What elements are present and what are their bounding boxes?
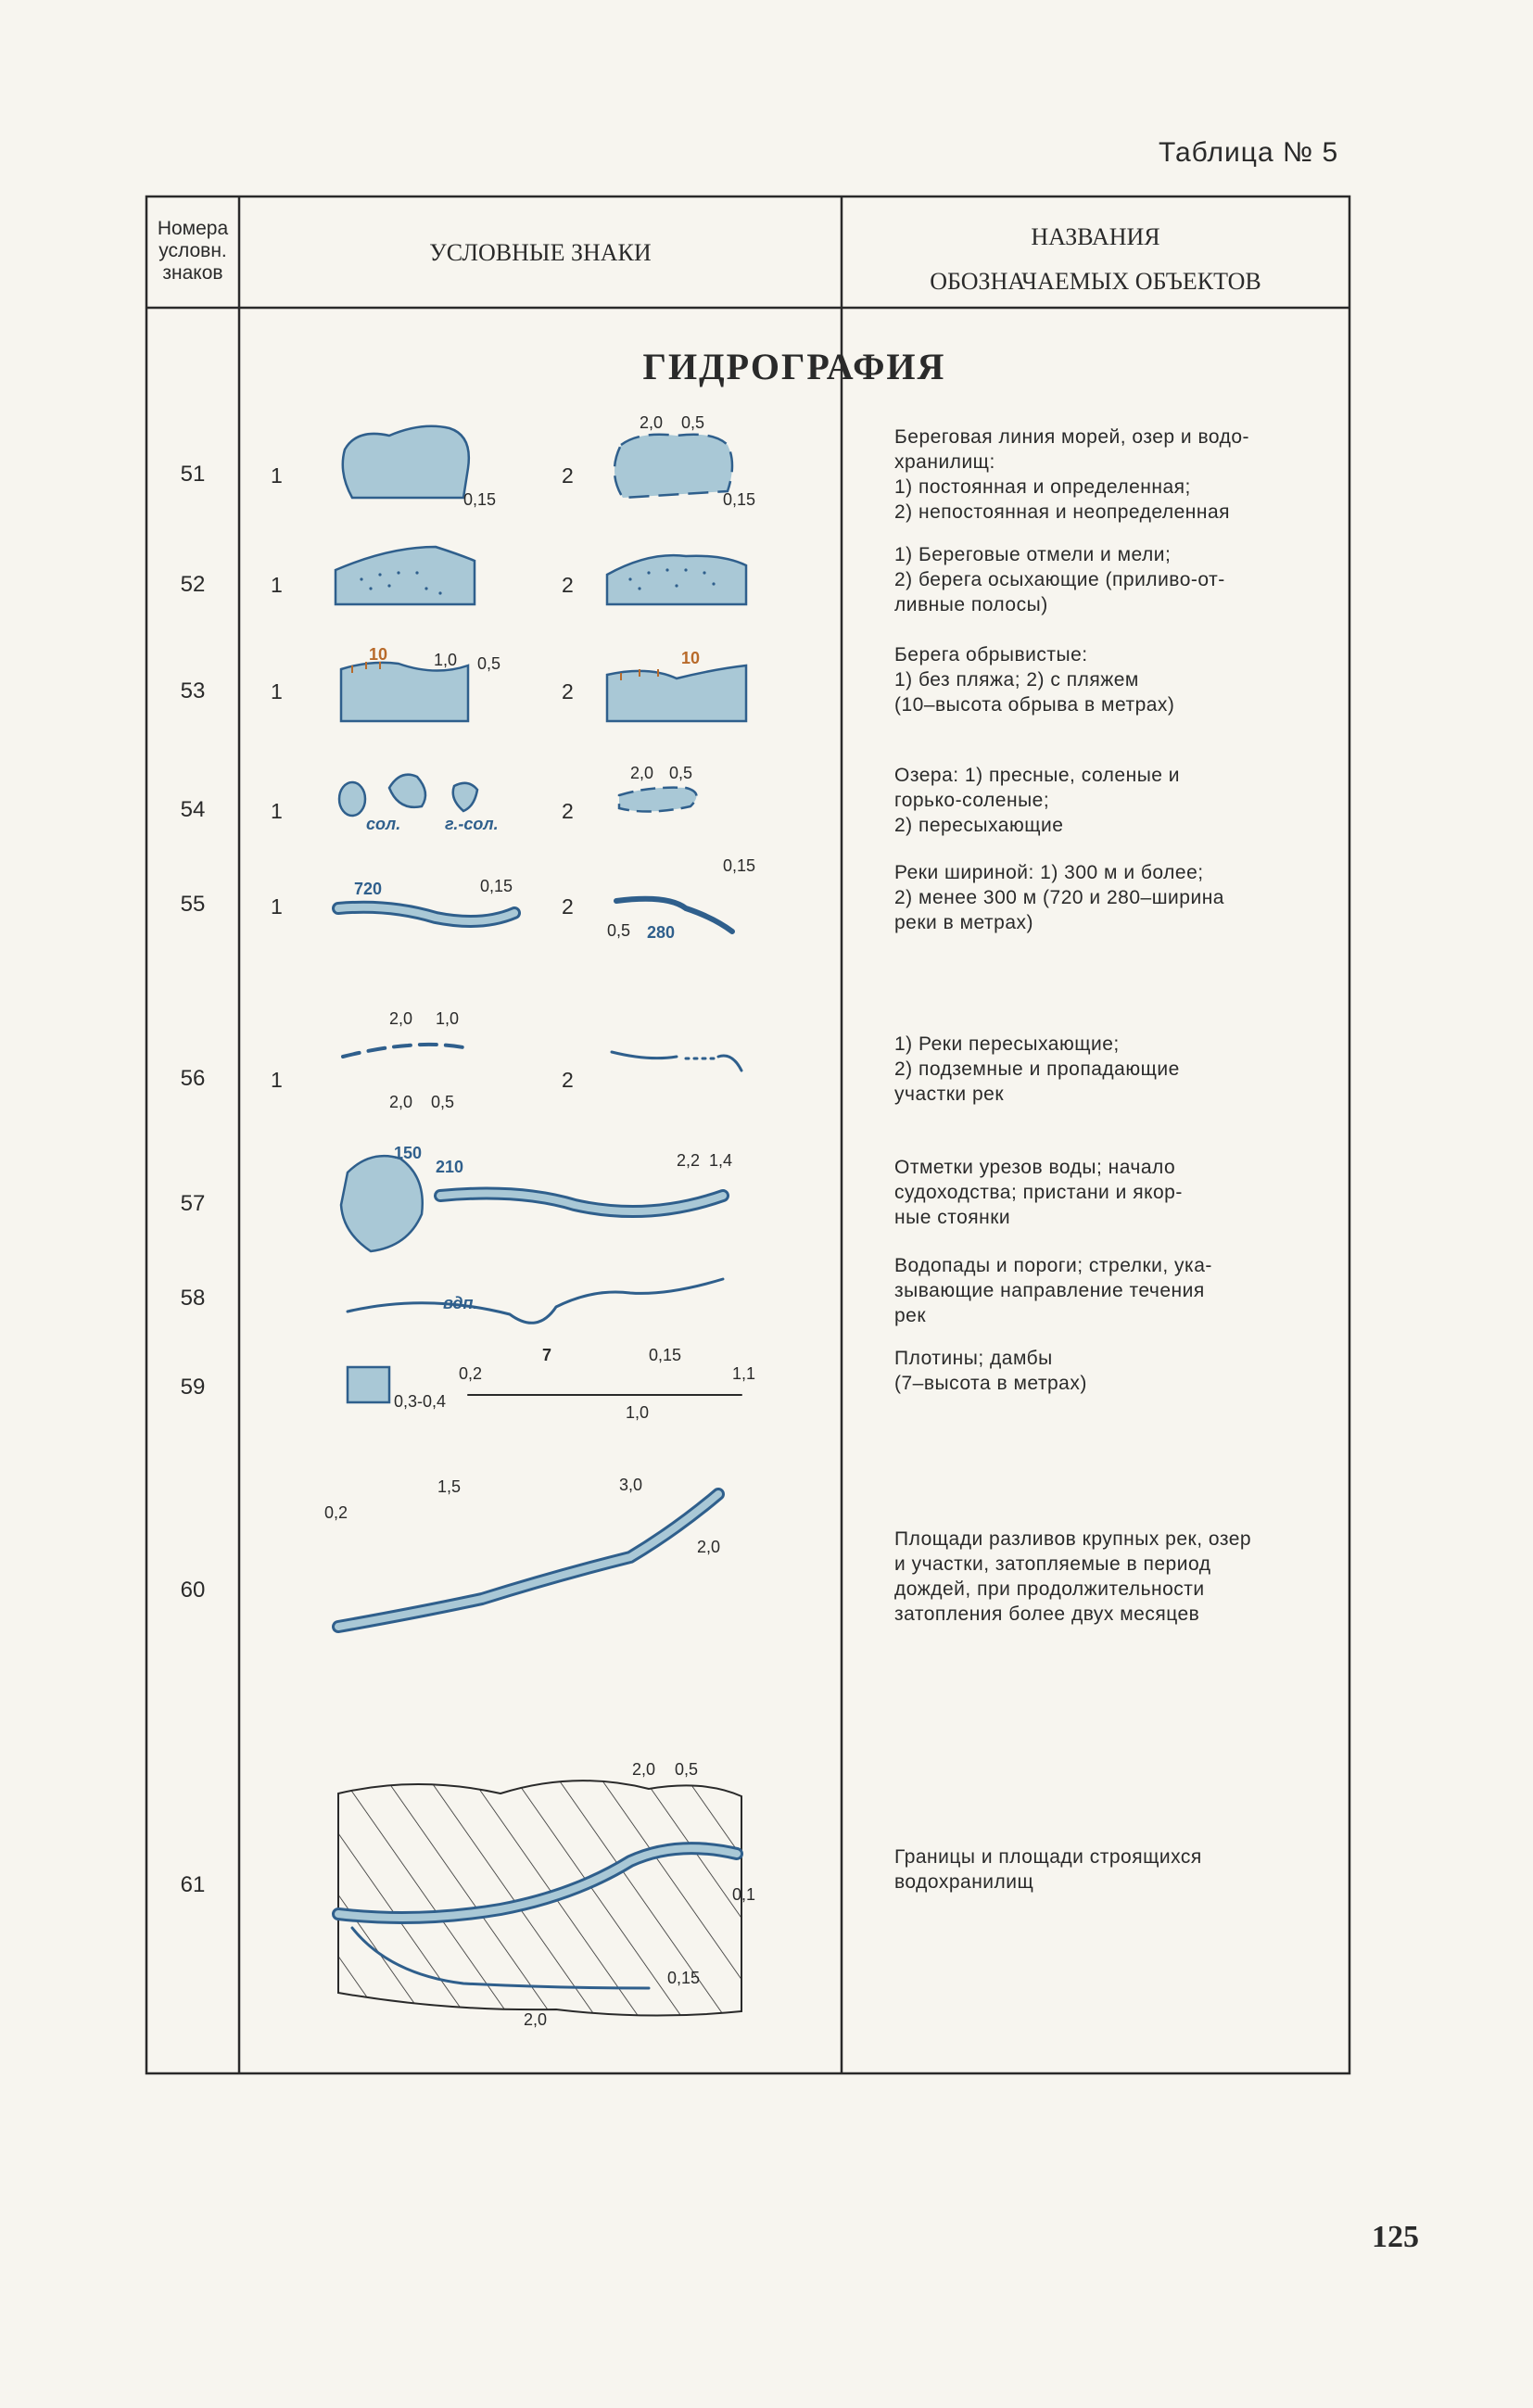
sign-label: 0,15: [723, 856, 756, 875]
section-title: ГИДРОГРАФИЯ: [642, 346, 946, 387]
sign-label: 0,15: [723, 490, 756, 509]
sign-label: 0,5: [675, 1760, 699, 1779]
header-signs: УСЛОВНЫЕ ЗНАКИ: [429, 239, 652, 266]
flood-river: [338, 1494, 721, 1627]
description-line: судоходства; пристани и якор-: [894, 1182, 1183, 1203]
sign-label: 210: [436, 1158, 464, 1176]
header-names-line: ОБОЗНАЧАЕМЫХ ОБЪЕКТОВ: [930, 268, 1261, 295]
description-line: 1) Реки пересыхающие;: [894, 1033, 1120, 1055]
dam-block: [348, 1367, 389, 1402]
description-line: и участки, затопляемые в период: [894, 1553, 1211, 1575]
lake-shape: [343, 426, 469, 498]
river-underground: [612, 1052, 677, 1058]
variant-number: 1: [271, 573, 283, 597]
row-number: 58: [180, 1286, 206, 1311]
description-line: Отметки урезов воды; начало: [894, 1157, 1176, 1178]
sign-label: 0,2: [459, 1364, 483, 1383]
sign-label: 0,5: [669, 764, 693, 782]
lake-shape: [453, 783, 477, 811]
header-names-line: НАЗВАНИЯ: [1031, 223, 1160, 250]
sign-label: вдп.: [443, 1294, 478, 1312]
sign-label: 1,0: [436, 1009, 460, 1028]
sign-label: 2,0: [632, 1760, 656, 1779]
sign-label: 0,5: [477, 654, 501, 673]
sign-label: 2,0: [524, 2010, 548, 2029]
variant-number: 2: [562, 1068, 574, 1092]
sign-label: 2,2: [677, 1151, 701, 1170]
description-line: дождей, при продолжительности: [894, 1578, 1205, 1600]
sign-label: 150: [394, 1144, 423, 1162]
variant-number: 1: [271, 1068, 283, 1092]
sign-label: 1,5: [437, 1477, 462, 1496]
cliff-shore: [341, 663, 468, 721]
sign-label: 2,0: [640, 413, 664, 432]
header-numbers-line: знаков: [162, 262, 223, 284]
description-line: рек: [894, 1305, 927, 1326]
sign-label: 0,5: [431, 1093, 455, 1111]
row-number: 52: [180, 572, 206, 597]
description-line: 2) менее 300 м (720 и 280–ширина: [894, 887, 1224, 908]
variant-number: 2: [562, 799, 574, 823]
flood-river: [338, 1494, 721, 1627]
description-line: 2) пересыхающие: [894, 815, 1064, 836]
sign-label: 0,2: [324, 1503, 348, 1522]
sign-label: 0,5: [681, 413, 705, 432]
sign-label: 720: [354, 880, 383, 898]
description-line: водохранилищ: [894, 1871, 1034, 1893]
description-line: Реки шириной: 1) 300 м и более;: [894, 862, 1204, 883]
row-number: 56: [180, 1066, 206, 1091]
description-line: (10–высота обрыва в метрах): [894, 694, 1175, 716]
sign-label: 3,0: [619, 1476, 643, 1494]
row-number: 55: [180, 892, 206, 917]
description-line: 1) Береговые отмели и мели;: [894, 544, 1172, 565]
river-dry: [343, 1045, 463, 1057]
description-line: Береговая линия морей, озер и водо-: [894, 426, 1250, 448]
sign-label: 0,15: [480, 877, 513, 895]
cliff-shore: [607, 665, 746, 721]
table-caption: Таблица № 5: [1159, 137, 1339, 168]
variant-number: 2: [562, 679, 574, 703]
description-line: Площади разливов крупных рек, озер: [894, 1528, 1252, 1550]
description-line: Озера: 1) пресные, соленые и: [894, 765, 1181, 786]
row-number: 53: [180, 678, 206, 703]
lake-shape: [619, 788, 696, 812]
description-line: ные стоянки: [894, 1207, 1011, 1228]
description-line: реки в метрах): [894, 912, 1033, 933]
sign-label: 2,0: [697, 1538, 721, 1556]
sign-label: 0,15: [649, 1346, 682, 1364]
variant-number: 2: [562, 573, 574, 597]
sign-label: 1,1: [732, 1364, 756, 1383]
row-number: 51: [180, 462, 206, 487]
description-line: 1) постоянная и определенная;: [894, 476, 1191, 498]
sign-label: г.-сол.: [445, 815, 499, 833]
sign-label: 2,0: [389, 1093, 413, 1111]
sign-label: 2,0: [389, 1009, 413, 1028]
variant-number: 1: [271, 799, 283, 823]
lake-shape: [341, 1156, 423, 1251]
lake-shape: [614, 435, 732, 498]
shoal-shape: [607, 555, 746, 604]
description-line: Плотины; дамбы: [894, 1348, 1053, 1369]
description-line: Берега обрывистые:: [894, 644, 1088, 665]
sign-label: 0,3-0,4: [394, 1392, 447, 1411]
sign-label: 10: [369, 645, 388, 664]
description-line: (7–высота в метрах): [894, 1373, 1087, 1394]
description-line: затопления более двух месяцев: [894, 1603, 1200, 1625]
description-line: ливные полосы): [894, 594, 1048, 615]
description-line: Границы и площади строящихся: [894, 1846, 1202, 1868]
lake-shape: [389, 775, 425, 807]
sign-label: 0,15: [667, 1969, 701, 1987]
description-line: хранилищ:: [894, 451, 995, 473]
sign-label: 7: [542, 1346, 552, 1364]
sign-label: 1,4: [709, 1151, 733, 1170]
description-line: участки рек: [894, 1084, 1005, 1105]
variant-number: 1: [271, 463, 283, 488]
sign-label: сол.: [366, 815, 401, 833]
shoal-shape: [336, 547, 475, 604]
description-line: 1) без пляжа; 2) с пляжем: [894, 669, 1139, 691]
description-line: зывающие направление течения: [894, 1280, 1205, 1301]
row-number: 59: [180, 1375, 206, 1400]
page-number: 125: [1372, 2220, 1419, 2254]
variant-number: 2: [562, 463, 574, 488]
variant-number: 2: [562, 894, 574, 919]
sign-label: 1,0: [626, 1403, 650, 1422]
row-number: 57: [180, 1191, 206, 1216]
header-numbers-line: Номера: [157, 218, 229, 239]
lake-shape: [339, 782, 365, 816]
description-line: 2) подземные и пропадающие: [894, 1058, 1180, 1080]
description-line: 2) берега осыхающие (приливо-от-: [894, 569, 1225, 590]
sign-label: 10: [681, 649, 701, 667]
row-number: 61: [180, 1872, 206, 1897]
description-line: Водопады и пороги; стрелки, ука-: [894, 1255, 1212, 1276]
sign-label: 1,0: [434, 651, 458, 669]
variant-number: 1: [271, 679, 283, 703]
sign-label: 0,1: [732, 1885, 756, 1904]
sign-label: 280: [647, 923, 676, 942]
row-number: 54: [180, 797, 206, 822]
description-line: горько-соленые;: [894, 790, 1050, 811]
sign-label: 0,15: [463, 490, 497, 509]
sign-label: 0,5: [607, 921, 631, 940]
description-line: 2) непостоянная и неопределенная: [894, 501, 1231, 523]
variant-number: 1: [271, 894, 283, 919]
row-number: 60: [180, 1578, 206, 1603]
river-waterfall: [348, 1279, 723, 1323]
river-underground: [718, 1056, 741, 1071]
sign-label: 2,0: [630, 764, 654, 782]
header-numbers-line: условн.: [158, 240, 227, 261]
